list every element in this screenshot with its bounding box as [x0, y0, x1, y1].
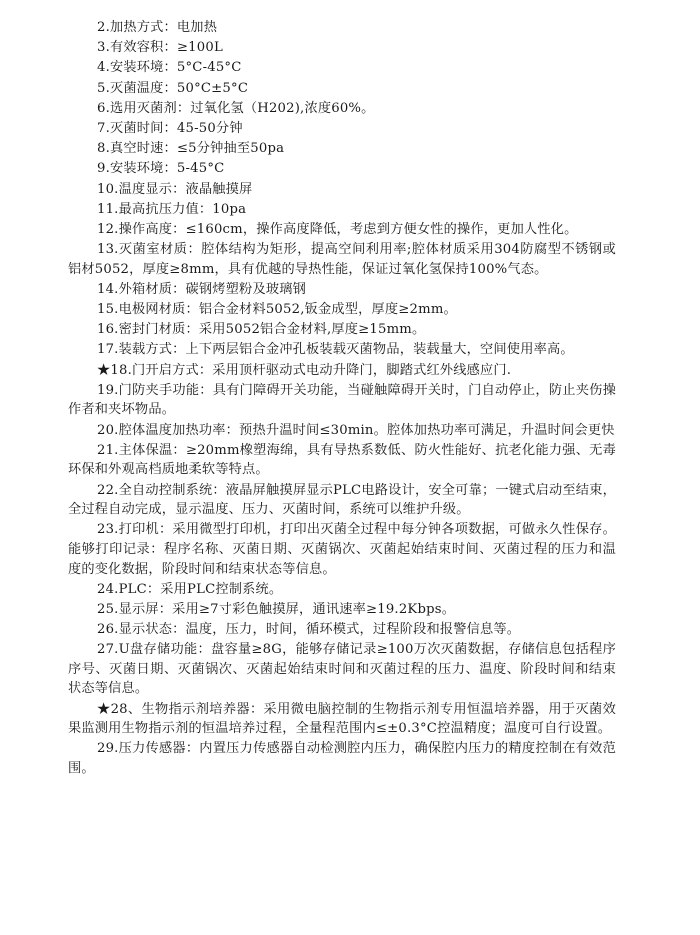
spec-item-9: 9.安装环境：5-45°C [97, 161, 225, 177]
spec-item-5: 5.灭菌温度：50°C±5°C [97, 80, 249, 96]
spec-item-17: 17.装载方式：上下两层铝合金冲孔板装载灭菌物品，装载量大，空间使用率高。 [97, 342, 574, 358]
spec-item-21: 21.主体保温：≥20mm橡塑海绵，具有导热系数低、防火性能好、抗老化能力强、无毒环保和外观高档质地柔软等特点。 [68, 442, 616, 478]
spec-item-3: 3.有效容积：≥100L [97, 40, 223, 56]
spec-item-7: 7.灭菌时间：45-50分钟 [97, 120, 243, 136]
spec-item-29: 29.压力传感器：内置压力传感器自动检测腔内压力，确保腔内压力的精度控制在有效范围。 [68, 741, 616, 776]
document-body [68, 18, 616, 779]
spec-item-6: 6.选用灭菌剂：过氧化氢（H202),浓度60%。 [97, 100, 375, 116]
spec-item-15: 15.电极网材质：铝合金材料5052,钣金成型，厚度≥2mm。 [97, 302, 457, 318]
spec-item-19: 19.门防夹手功能：具有门障碍开关功能，当碰触障碍开关时，门自动停止，防止夹伤操作者和夹坏物品。 [68, 382, 616, 418]
spec-item-13: 13.灭菌室材质：腔体结构为矩形，提高空间利用率;腔体材质采用304防腐型不锈钢或铝材5052，厚度≥8mm，具有优越的导热性能，保证过氧化氢保持100%气态。 [68, 242, 616, 277]
spec-item-24: 24.PLC：采用PLC控制系统。 [97, 581, 283, 597]
spec-item-16: 16.密封门材质：采用5052铝合金材料,厚度≥15mm。 [97, 322, 426, 338]
spec-item-10: 10.温度显示：液晶触摸屏 [97, 181, 253, 197]
spec-item-23: 23.打印机：采用微型打印机，打印出灭菌全过程中每分钟各项数据，可做永久性保存。能够打印记录：程序名称、灭菌日期、灭菌锅次、灭菌起始结束时间、灭菌过程的压力和温度的变化数据，阶段时间和结束状态等信息。 [68, 522, 616, 577]
spec-item-11: 11.最高抗压力值：10pa [97, 201, 247, 217]
spec-item-25: 25.显示屏：采用≥7寸彩色触摸屏，通讯速率≥19.2Kbps。 [97, 601, 456, 617]
spec-item-20: 20.腔体温度加热功率：预热升温时间≤30min。腔体加热功率可满足，升温时间会更快 [97, 422, 615, 438]
spec-item-18: ★18.门开启方式：采用顶杆驱动式电动升降门，脚踏式红外线感应门. [97, 362, 512, 378]
spec-item-14: 14.外箱材质：碳钢烤塑粉及玻璃钢 [97, 281, 306, 297]
spec-item-4: 4.安装环境：5°C-45°C [97, 60, 242, 76]
spec-item-12: 12.操作高度：≤160cm，操作高度降低，考虑到方便女性的操作，更加人性化。 [97, 221, 578, 237]
spec-item-2: 2.加热方式：电加热 [97, 20, 218, 35]
spec-item-26: 26.显示状态：温度，压力，时间，循环模式，过程阶段和报警信息等。 [97, 622, 521, 638]
spec-item-22: 22.全自动控制系统：液晶屏触摸屏显示PLC电路设计，安全可靠；一键式启动至结束，全过程自动完成，显示温度、压力、灭菌时间，系统可以维护升级。 [68, 482, 616, 518]
spec-item-28: ★28、生物指示剂培养器：采用微电脑控制的生物指示剂专用恒温培养器，用于灭菌效果监测用生物指示剂的恒温培养过程，全量程范围内≤±0.3°C控温精度；温度可自行设置。 [68, 701, 616, 737]
spec-item-8: 8.真空时速：≤5分钟抽至50pa [97, 141, 285, 157]
spec-item-27: 27.U盘存储功能：盘容量≥8G，能够存储记录≥100万次灭菌数据，存储信息包括程序序号、灭菌日期、灭菌锅次、灭菌起始结束时间和灭菌过程的压力、温度、阶段时间和结束状态等信息。 [68, 642, 616, 697]
